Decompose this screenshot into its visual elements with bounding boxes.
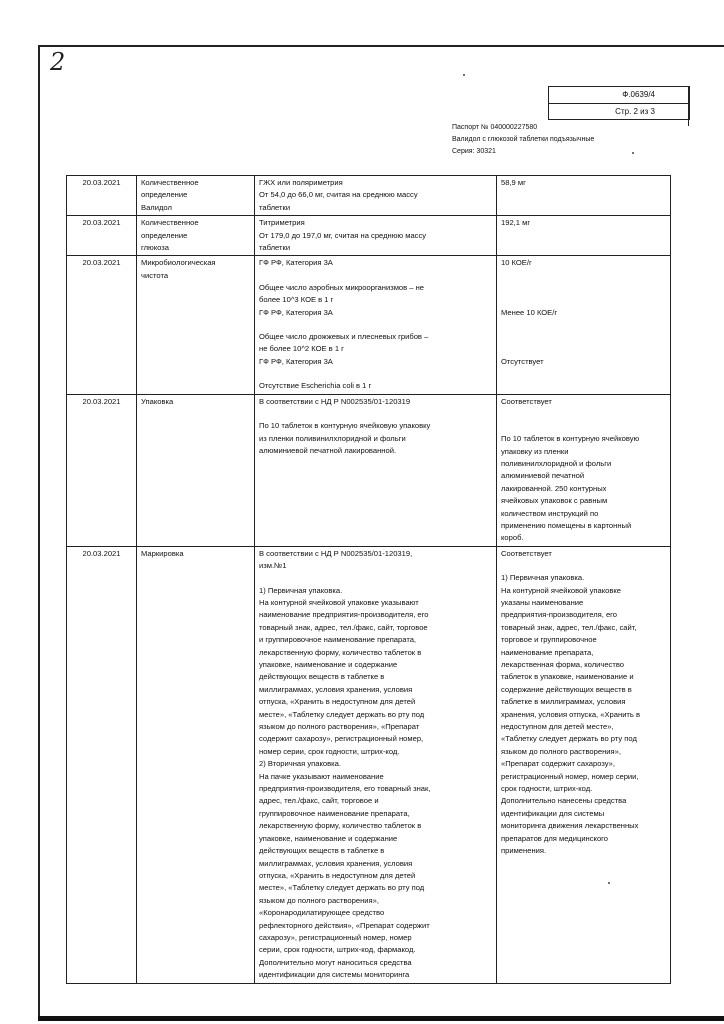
norm-line: Дополнительно могут наноситься средства <box>259 957 412 967</box>
norm-line: алюминиевой печатной лакированной. <box>259 445 397 455</box>
norm-line: ГФ РФ, Категория 3А <box>259 258 333 268</box>
result-line: лекарственная форма, количество <box>501 660 624 669</box>
test-date: 20.03.2021 <box>67 546 137 983</box>
frame-bottom-line <box>38 1016 724 1021</box>
actual-result <box>497 546 671 983</box>
norm-line: лекарственную форму, количество таблеток в <box>259 647 422 657</box>
norm-line: упаковке, наименование и содержание <box>259 660 398 669</box>
result-line: срок годности, штрих-код. <box>501 784 593 794</box>
batch-series: Серия: 30321 <box>452 148 496 155</box>
test-name-line: Микробиологическая <box>141 258 216 268</box>
spacer <box>259 573 492 585</box>
result-line: 58,9 мг <box>501 178 526 187</box>
norm-line: наименование предприятия-производителя, его <box>259 610 429 620</box>
test-name <box>137 216 255 256</box>
result-line: 10 КОЕ/г <box>501 258 532 268</box>
spacer <box>501 560 666 572</box>
norm-line: 1) Первичная упаковка. <box>259 585 343 595</box>
norm-line: адрес, тел./факс, сайт, торговое и <box>259 796 379 806</box>
actual-result <box>497 394 671 546</box>
page-number: Стр. 2 из 3 <box>549 103 689 119</box>
test-name-line: определение <box>141 190 188 200</box>
handwritten-page-mark: 2 <box>50 48 66 76</box>
result-line: таблетке в миллиграммах, условия <box>501 697 626 707</box>
result-line: применению помещены в картонный <box>501 520 632 530</box>
spacer <box>259 319 492 331</box>
norm-line: упаковке, наименование и содержание <box>259 833 398 843</box>
test-name-line: чистота <box>141 270 169 280</box>
result-line: недоступном для детей месте», <box>501 722 614 732</box>
norm-line: языком до полного растворения», «Препарат <box>259 722 420 732</box>
result-line: ячейковых упаковок с равным <box>501 496 608 506</box>
result-line: указаны наименование <box>501 597 584 607</box>
norm-line: Общее число дрожжевых и плесневых грибов – <box>259 332 429 342</box>
result-line: наименование препарата, <box>501 647 594 657</box>
spacer <box>501 408 666 433</box>
test-name-line: Упаковка <box>141 396 174 406</box>
norm-line: ГЖХ или поляриметрия <box>259 178 343 187</box>
norm-line: серии, срок годности, штрих-код, фармакод. <box>259 945 416 955</box>
norm-line: лекарственную форму, количество таблеток в <box>259 821 422 831</box>
spacer <box>501 319 666 356</box>
norm-line: изм.№1 <box>259 561 287 571</box>
norm-line: предприятия-производителя, его товарный знак, <box>259 784 431 794</box>
norm-line: В соответствии с НД Р N002535/01-120319, <box>259 548 413 558</box>
table-row <box>67 216 671 256</box>
result-line: поливинилхлоридной и фольги <box>501 458 612 468</box>
norm-line: рефлекторного действия», «Препарат содержит <box>259 920 430 930</box>
norm-line: не более 10^2 КОЕ в 1 г <box>259 344 344 354</box>
norm-line: содержит сахарозу», регистрационный номер, <box>259 734 424 744</box>
norm-line: языком до полного растворения», <box>259 895 379 905</box>
result-line: таблеток в упаковке, наименование и <box>501 672 634 682</box>
table-row <box>67 394 671 546</box>
result-line: короб. <box>501 533 524 543</box>
result-line: На контурной ячейковой упаковке <box>501 585 622 595</box>
result-line: «Препарат содержит сахарозу», <box>501 759 615 769</box>
result-line: упаковку из пленки <box>501 446 569 456</box>
norm-line: Титриметрия <box>259 218 305 228</box>
table-body <box>67 176 671 984</box>
result-line: лакированной. 250 контурных <box>501 483 607 493</box>
norm-line: ГФ РФ, Категория 3А <box>259 307 333 317</box>
scan-speck <box>632 152 634 154</box>
scan-speck <box>463 74 465 76</box>
passport-number: Паспорт № 040000227580 <box>452 124 538 131</box>
norm-requirements <box>255 394 497 546</box>
norm-line: отпуска, «Хранить в недоступном для детей <box>259 870 416 880</box>
norm-line: группировочное наименование препарата, <box>259 808 410 818</box>
form-code-box <box>548 86 690 120</box>
test-name-line: определение <box>141 230 188 240</box>
norm-line: таблетки <box>259 202 291 212</box>
test-date: 20.03.2021 <box>67 176 137 216</box>
norm-line: ГФ РФ, Категория 3А <box>259 356 333 366</box>
norm-line: По 10 таблеток в контурную ячейковую упаковку <box>259 421 431 431</box>
test-name-line: Валидол <box>141 202 172 212</box>
test-name-line: глюкоза <box>141 243 169 253</box>
norm-requirements <box>255 176 497 216</box>
norm-requirements <box>255 546 497 983</box>
result-line: предприятия-производителя, его <box>501 610 618 620</box>
norm-line: Общее число аэробных микроорганизмов – не <box>259 282 425 292</box>
norm-line: отпуска, «Хранить в недоступном для детей <box>259 697 416 707</box>
table-row <box>67 176 671 216</box>
norm-line: «Коронародилатирующее средство <box>259 908 385 918</box>
norm-line: На контурной ячейковой упаковке указывают <box>259 597 419 607</box>
test-name <box>137 546 255 983</box>
norm-line: месте», «Таблетку следует держать во рту под <box>259 709 425 719</box>
result-line: языком до полного растворения», <box>501 746 621 756</box>
result-line: применения. <box>501 846 547 856</box>
norm-line: На пачке указывают наименование <box>259 771 384 781</box>
result-line: Соответствует <box>501 548 552 558</box>
norm-line: От 179,0 до 197,0 мг, считая на среднюю массу <box>259 230 427 240</box>
form-code: Ф.0639/4 <box>622 90 655 99</box>
table-row <box>67 256 671 394</box>
test-name <box>137 256 255 394</box>
actual-result <box>497 216 671 256</box>
norm-line: идентификации для системы мониторинга <box>259 970 410 980</box>
norm-requirements <box>255 216 497 256</box>
document-header <box>452 122 594 158</box>
norm-line: От 54,0 до 66,0 мг, считая на среднюю массу <box>259 190 418 200</box>
norm-line: сахарозу», регистрационный номер, номер <box>259 932 412 942</box>
norm-line: миллиграммах, условия хранения, условия <box>259 858 413 868</box>
result-line: торговое и группировочное <box>501 635 597 645</box>
actual-result <box>497 176 671 216</box>
norm-line: из пленки поливинилхлоридной и фольги <box>259 433 406 443</box>
norm-line: Отсутствие Escherichia coli в 1 г <box>259 381 372 391</box>
result-line: Дополнительно нанесены средства <box>501 796 627 806</box>
norm-line: миллиграммах, условия хранения, условия <box>259 684 413 694</box>
product-name: Валидол с глюкозой таблетки подъязычные <box>452 136 595 143</box>
spacer <box>259 368 492 380</box>
test-results-table <box>66 175 671 984</box>
form-box-edge <box>688 86 689 126</box>
result-line: «Таблетку следует держать во рту под <box>501 734 637 744</box>
norm-line: более 10^3 КОЕ в 1 г <box>259 295 334 305</box>
result-line: 1) Первичная упаковка. <box>501 573 585 583</box>
result-line: 192,1 мг <box>501 218 531 228</box>
actual-result <box>497 256 671 394</box>
result-line: мониторинга движения лекарственных <box>501 821 639 831</box>
test-name-line: Количественное <box>141 178 199 187</box>
result-line: содержание действующих веществ в <box>501 684 632 694</box>
norm-line: номер серии, срок годности, штрих-код. <box>259 746 400 756</box>
test-date: 20.03.2021 <box>67 256 137 394</box>
norm-line: месте», «Таблетку следует держать во рту под <box>259 883 425 893</box>
test-name <box>137 394 255 546</box>
norm-line: таблетки <box>259 243 291 253</box>
result-line: хранения, условия отпуска, «Хранить в <box>501 709 641 719</box>
test-name-line: Маркировка <box>141 548 184 558</box>
spacer <box>259 270 492 282</box>
result-line: количеством инструкций по <box>501 508 599 518</box>
norm-line: товарный знак, адрес, тел./факс, сайт, торговое <box>259 622 428 632</box>
table-row <box>67 546 671 983</box>
result-line: товарный знак, адрес, тел./факс, сайт, <box>501 622 637 632</box>
test-name <box>137 176 255 216</box>
norm-line: 2) Вторичная упаковка. <box>259 759 341 769</box>
test-date: 20.03.2021 <box>67 394 137 546</box>
norm-requirements <box>255 256 497 394</box>
norm-line: В соответствии с НД Р N002535/01-120319 <box>259 396 411 406</box>
result-line: Менее 10 КОЕ/г <box>501 307 558 317</box>
result-line: регистрационный номер, номер серии, <box>501 771 639 781</box>
norm-line: действующих веществ в таблетке в <box>259 672 385 682</box>
norm-line: и группировочное наименование препарата, <box>259 635 417 645</box>
frame-left-line <box>38 45 40 1020</box>
test-name-line: Количественное <box>141 218 199 228</box>
spacer <box>501 270 666 307</box>
result-line: идентификации для системы <box>501 808 605 818</box>
result-line: По 10 таблеток в контурную ячейковую <box>501 434 640 444</box>
result-line: алюминиевой печатной <box>501 471 585 481</box>
spacer <box>259 408 492 420</box>
test-date: 20.03.2021 <box>67 216 137 256</box>
frame-top-line <box>38 45 724 47</box>
result-line: Соответствует <box>501 396 552 406</box>
norm-line: действующих веществ в таблетке в <box>259 846 385 856</box>
result-line: Отсутствует <box>501 357 544 367</box>
result-line: препаратов для медицинского <box>501 833 609 843</box>
